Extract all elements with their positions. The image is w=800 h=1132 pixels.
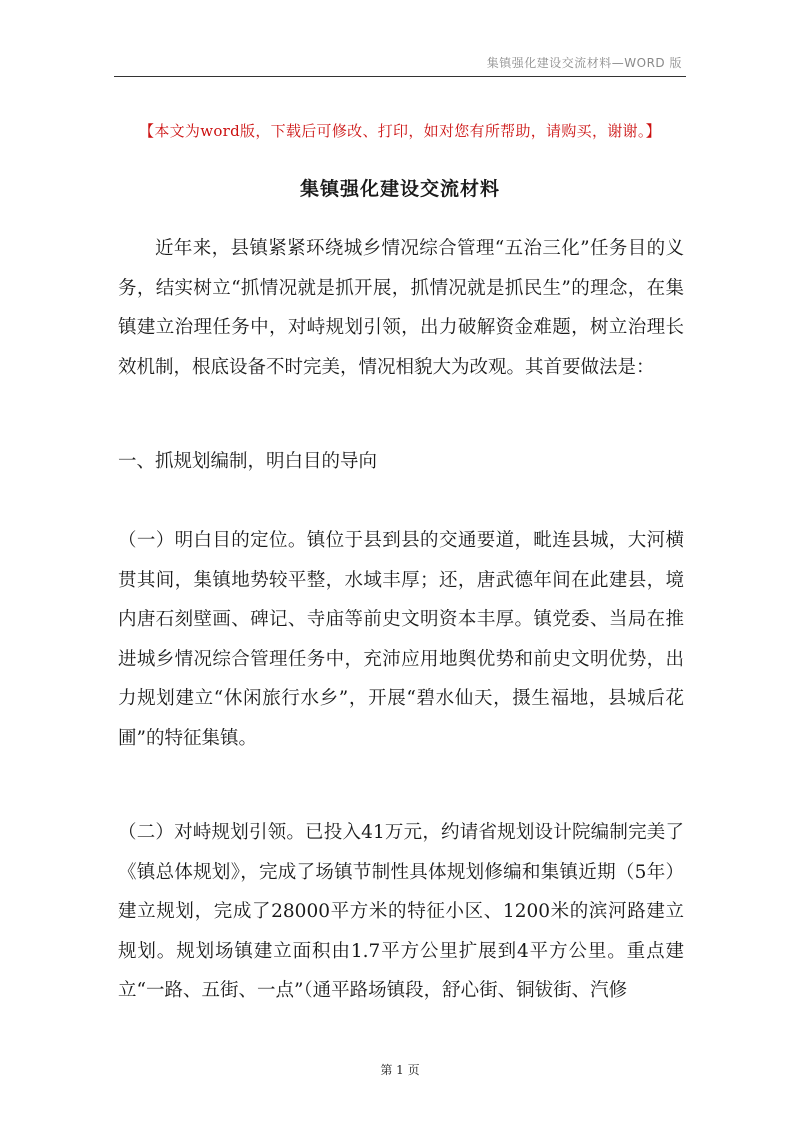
document-title: 集镇强化建设交流材料 <box>299 178 500 200</box>
subsection-1-paragraph: （一）明白目的定位。镇位于县到县的交通要道，毗连县城，大河横贯其间，集镇地势较平整，水域丰厚；还，唐武德年间在此建县，境内唐石刻壁画、碑记、寺庙等前史文明资本丰厚。镇党委、当局在推进城乡情况综合管理任务中，充沛应用地舆优势和前史文明优势，出力规划建立“休闲旅行水乡”，开展“碧水仙天，摄生福地，县城后花圃”的特征集镇。 <box>118 530 684 749</box>
section-heading: 一、抓规划编制，明白目的导向 <box>118 451 378 472</box>
header-divider <box>114 76 686 77</box>
intro-paragraph: 近年来，县镇紧紧环绕城乡情况综合管理“五治三化”任务目的义务，结实树立“抓情况就是抓开展，抓情况就是抓民生”的理念，在集镇建立治理任务中，对峙规划引领，出力破解资金难题，树立治理长效机制，根底设备不时完美，情况相貌大为改观。其首要做法是： <box>118 238 684 378</box>
download-notice: 【本文为word版，下载后可修改、打印，如对您有所帮助，请购买，谢谢。】 <box>139 122 661 140</box>
subsection-2-paragraph: （二）对峙规划引领。已投入41万元，约请省规划设计院编制完美了《镇总体规划》，完成了场镇节制性具体规划修编和集镇近期（5年）建立规划，完成了28000平方米的特征小区、1200米的滨河路建立规划。规划场镇建立面积由1.7平方公里扩展到4平方公里。重点建立“一路、五街、一点”（通平路场镇段，舒心街、铜钹街、汽修 <box>118 822 684 1001</box>
running-header: 集镇强化建设交流材料—WORD 版 <box>486 56 682 70</box>
page-number: 第 1 页 <box>380 1063 420 1077</box>
